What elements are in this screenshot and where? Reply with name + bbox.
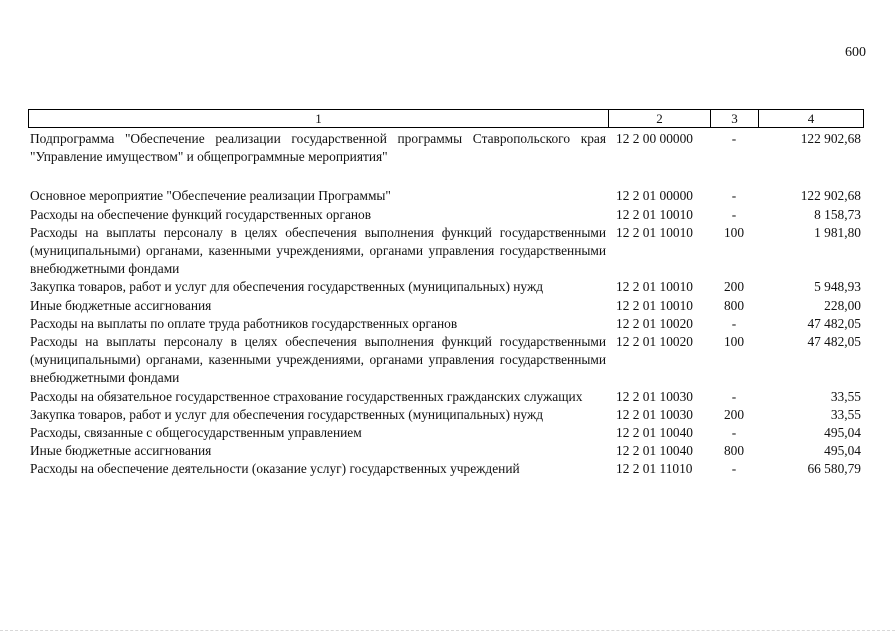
row-name: Расходы на выплаты по оплате труда работников государственных органов [30, 315, 458, 331]
row-code: 12 2 01 00000 [616, 188, 693, 204]
row-name: Иные бюджетные ассигнования [30, 443, 212, 459]
table-header [28, 109, 864, 128]
row-amount: 47 482,05 [807, 315, 861, 331]
row-type: - [731, 315, 737, 331]
row-code: 12 2 01 10030 [616, 406, 693, 422]
row-type: - [731, 131, 737, 146]
table-body [30, 130, 863, 479]
table-row [30, 187, 863, 205]
row-type: 800 [723, 443, 745, 459]
row-code: 12 2 01 10010 [616, 206, 693, 222]
scan-edge [0, 630, 895, 632]
table-row [30, 388, 863, 406]
row-name: Подпрограмма "Обеспечение реализации государственной программы Ставропольского края "Управление имуществом" и общепрограммные мероприятия" [30, 131, 606, 165]
row-code: 12 2 01 10010 [616, 297, 693, 313]
header-col-2: 2 [609, 110, 711, 127]
table-row [30, 406, 863, 424]
row-name: Закупка товаров, работ и услуг для обеспечения государственных (муниципальных) нужд [30, 279, 544, 295]
row-name: Закупка товаров, работ и услуг для обеспечения государственных (муниципальных) нужд [30, 406, 544, 422]
row-amount: 5 948,93 [814, 279, 861, 295]
row-type: - [731, 388, 737, 404]
page-number: 600 [845, 45, 866, 60]
row-amount: 495,04 [824, 425, 861, 441]
row-name: Расходы на выплаты персоналу в целях обеспечения выполнения функций государственными (муниципальными) органами, казенными учреждениями, органами управления государственными внебюджетными фондами [30, 224, 606, 277]
table-row [30, 206, 863, 224]
row-amount: 47 482,05 [807, 334, 861, 350]
row-code: 12 2 01 10040 [616, 425, 693, 441]
table-row [30, 224, 863, 279]
table-row [30, 315, 863, 333]
row-code: 12 2 01 10040 [616, 443, 693, 459]
row-name: Расходы на выплаты персоналу в целях обеспечения выполнения функций государственными (муниципальными) органами, казенными учреждениями, органами управления государственными внебюджетными фондами [30, 334, 606, 386]
table-row [30, 130, 863, 166]
row-code: 12 2 01 10030 [616, 388, 693, 404]
row-type: - [731, 188, 737, 204]
table-row [30, 442, 863, 460]
table-row [30, 278, 863, 296]
row-amount: 8 158,73 [814, 206, 861, 222]
table-row [30, 424, 863, 442]
table-row [30, 460, 863, 478]
row-amount: 33,55 [830, 406, 861, 422]
row-amount: 495,04 [824, 443, 861, 459]
row-name: Расходы, связанные с общегосударственным управлением [30, 425, 362, 441]
row-code: 12 2 01 10010 [616, 279, 693, 295]
row-name: Расходы на обязательное государственное страхование государственных гражданских служащих [30, 388, 583, 404]
row-type: 200 [723, 406, 745, 422]
row-amount: 33,55 [830, 388, 861, 404]
row-name: Расходы на обеспечение функций государственных органов [30, 206, 372, 222]
row-code: 12 2 01 11010 [616, 461, 693, 477]
row-name: Основное мероприятие "Обеспечение реализации Программы" [30, 188, 391, 204]
header-col-1: 1 [29, 110, 609, 127]
header-col-4: 4 [807, 111, 815, 126]
table-row [30, 333, 863, 388]
row-type: 800 [723, 297, 745, 313]
row-amount: 122 902,68 [800, 188, 861, 204]
row-type: 100 [723, 224, 745, 240]
row-type: 200 [723, 279, 745, 295]
row-type: - [731, 425, 737, 441]
row-amount: 228,00 [824, 297, 861, 313]
row-amount: 66 580,79 [807, 461, 861, 477]
row-type: 100 [723, 334, 745, 350]
row-code: 12 2 00 00000 [616, 131, 693, 146]
spacer [30, 166, 863, 187]
row-name: Иные бюджетные ассигнования [30, 297, 212, 313]
row-type: - [731, 206, 737, 222]
header-col-3: 3 [711, 110, 759, 127]
row-code: 12 2 01 10020 [616, 315, 693, 331]
row-type: - [731, 461, 737, 477]
row-amount: 122 902,68 [800, 131, 861, 146]
table-row [30, 297, 863, 315]
row-name: Расходы на обеспечение деятельности (оказание услуг) государственных учреждений [30, 461, 520, 477]
row-amount: 1 981,80 [814, 224, 861, 240]
row-code: 12 2 01 10020 [616, 334, 693, 350]
row-code: 12 2 01 10010 [616, 224, 693, 240]
